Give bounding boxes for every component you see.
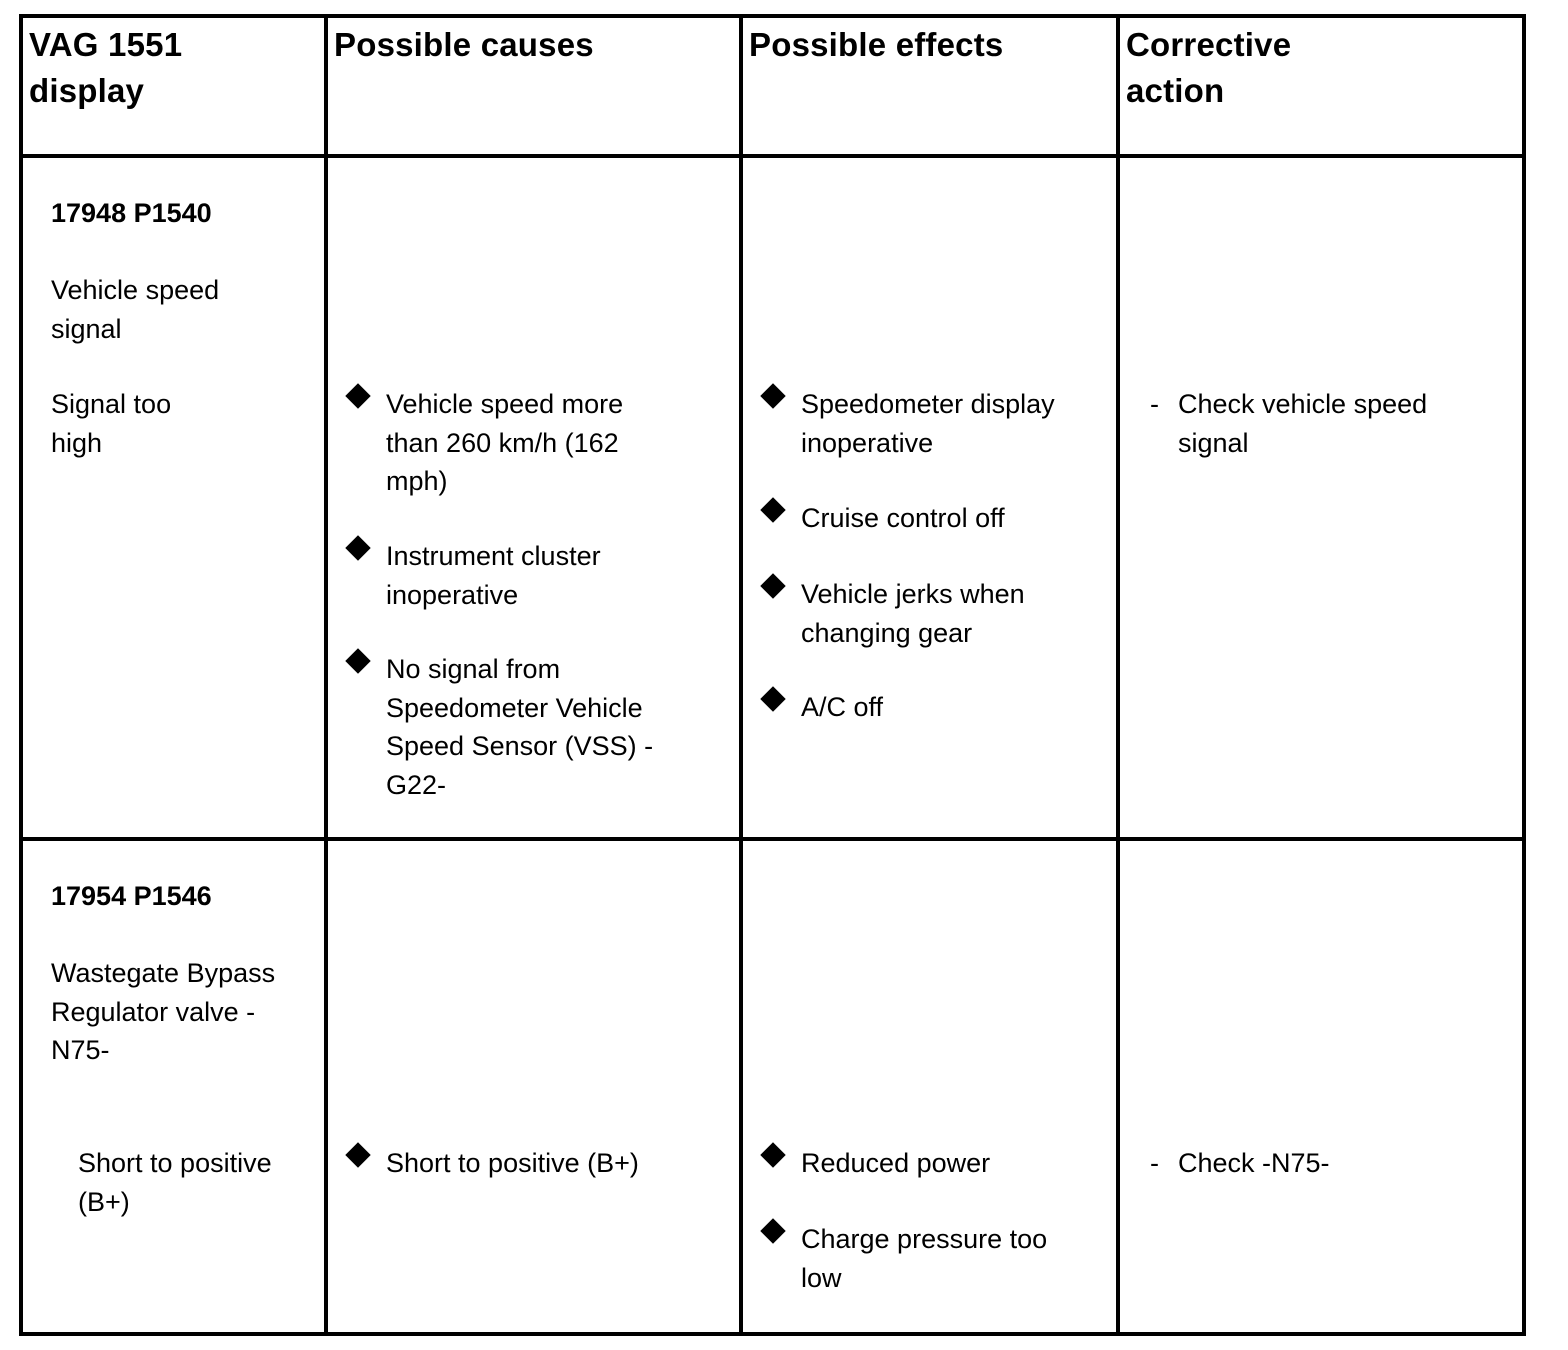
dash-bullet-icon: - xyxy=(1150,389,1159,419)
list-item xyxy=(761,385,1101,462)
fault-component: Vehicle speed signal xyxy=(51,275,220,344)
effect-text: Vehicle jerks when changing gear xyxy=(801,579,1025,648)
list-item xyxy=(761,1144,1101,1183)
header-causes-label: Possible causes xyxy=(334,26,594,63)
cause-text: No signal from Speedometer Vehicle Speed Sensor (VSS) -G22- xyxy=(386,654,654,800)
list-item xyxy=(761,575,1081,652)
fault-code: 17948 P1540 xyxy=(51,198,212,228)
cause-text: Instrument cluster inoperative xyxy=(386,541,601,610)
display-cell xyxy=(21,156,326,839)
action-text: Check vehicle speed signal xyxy=(1178,389,1428,458)
diamond-bullet-icon xyxy=(345,648,370,673)
effects-cell xyxy=(741,839,1118,1334)
diamond-bullet-icon xyxy=(760,573,785,598)
list-item xyxy=(346,537,676,614)
effects-cell xyxy=(741,156,1118,839)
fault-code: 17954 P1546 xyxy=(51,881,212,911)
effect-text: Cruise control off xyxy=(801,503,1005,533)
header-display xyxy=(21,16,326,156)
fault-code-table xyxy=(19,14,1526,1336)
table-header-row xyxy=(21,16,1524,156)
header-action xyxy=(1118,16,1524,156)
list-item xyxy=(761,1220,1091,1297)
list-item xyxy=(1150,1144,1450,1183)
list-item xyxy=(761,688,1081,727)
diamond-bullet-icon xyxy=(345,535,370,560)
effect-text: A/C off xyxy=(801,692,884,722)
cause-text: Short to positive (B+) xyxy=(386,1148,639,1178)
diamond-bullet-icon xyxy=(760,686,785,711)
list-item xyxy=(346,1144,706,1183)
causes-cell xyxy=(326,156,741,839)
diamond-bullet-icon xyxy=(760,1142,785,1167)
header-causes xyxy=(326,16,741,156)
header-display-label: VAG 1551 display xyxy=(29,26,183,109)
effect-text: Charge pressure too low xyxy=(801,1224,1048,1293)
diamond-bullet-icon xyxy=(760,1218,785,1243)
list-item xyxy=(1150,385,1450,462)
action-text: Check -N75- xyxy=(1178,1148,1330,1178)
fault-condition: Short to positive (B+) xyxy=(78,1148,272,1217)
header-effects xyxy=(741,16,1118,156)
display-cell xyxy=(21,839,326,1334)
fault-condition: Signal too high xyxy=(51,389,172,458)
table-row xyxy=(21,156,1524,839)
effect-text: Speedometer display inoperative xyxy=(801,389,1055,458)
list-item xyxy=(346,385,676,501)
fault-component: Wastegate Bypass Regulator valve -N75- xyxy=(51,958,276,1065)
diamond-bullet-icon xyxy=(345,1142,370,1167)
dash-bullet-icon: - xyxy=(1150,1148,1159,1178)
cause-text: Vehicle speed more than 260 km/h (162 mph) xyxy=(386,389,624,496)
action-cell xyxy=(1118,839,1524,1334)
diamond-bullet-icon xyxy=(760,383,785,408)
header-effects-label: Possible effects xyxy=(749,26,1004,63)
table-row xyxy=(21,839,1524,1334)
diamond-bullet-icon xyxy=(345,383,370,408)
list-item xyxy=(761,499,1101,538)
effect-text: Reduced power xyxy=(801,1148,991,1178)
list-item xyxy=(346,650,696,804)
diamond-bullet-icon xyxy=(760,497,785,522)
action-cell xyxy=(1118,156,1524,839)
causes-cell xyxy=(326,839,741,1334)
header-action-label: Corrective action xyxy=(1126,26,1292,109)
